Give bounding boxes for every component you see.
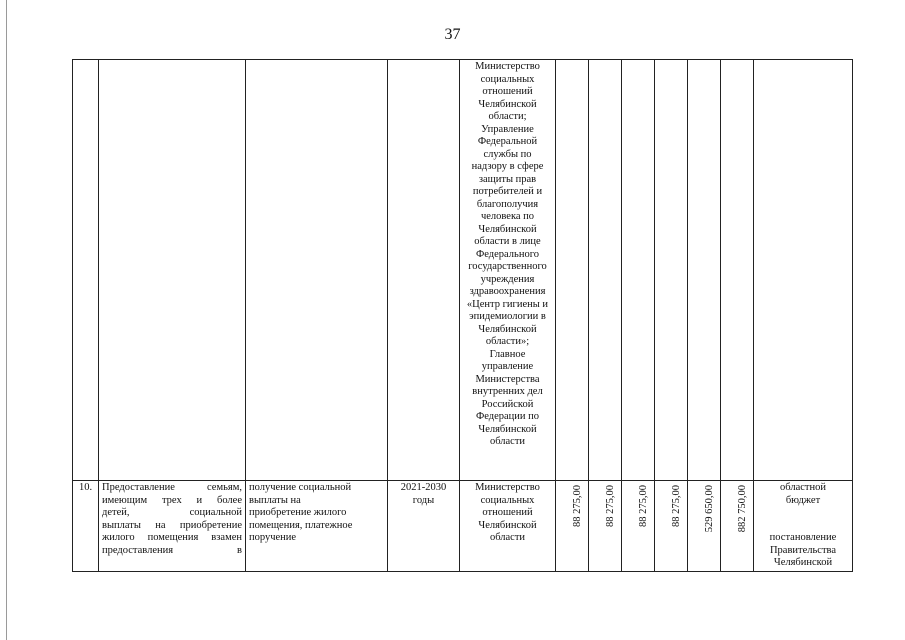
text-line: помещения, платежное (249, 519, 353, 531)
cell-period (388, 481, 460, 572)
text-line: области (489, 436, 526, 447)
cell-amount-2025-2030 (688, 481, 721, 572)
cell-result (246, 60, 388, 481)
text-line: Федеральной (477, 136, 538, 147)
program-activities-table (72, 59, 853, 572)
text-line: поручение (249, 532, 297, 543)
text-line: Челябинской (478, 223, 537, 235)
text-line: отношений (482, 86, 533, 97)
amount-value: 88 275,00 (605, 485, 616, 527)
cell-executors (460, 481, 556, 572)
page-number: 37 (444, 26, 461, 43)
text-line: жилого помещения взамен (102, 532, 242, 543)
text-line: Федерации по (475, 411, 540, 422)
text-line: Управление (481, 123, 534, 135)
text-line: здравоохранения (469, 286, 546, 297)
text-line: Челябинской (478, 423, 537, 435)
text-line: Министерство (475, 482, 540, 493)
text-line: надзору в сфере (471, 161, 544, 172)
cell-amount-2023 (622, 481, 655, 572)
text-line: области (489, 532, 526, 543)
text-line: эпидемиологии в (469, 311, 546, 322)
cell-number: 10. (73, 481, 99, 572)
text-line: учреждения (480, 273, 535, 285)
text-line: Челябинской (773, 557, 833, 568)
cell-amount-2022 (589, 481, 622, 572)
text-line: бюджет (785, 494, 821, 506)
cell-funding (754, 60, 853, 481)
cell-amount-empty (622, 60, 655, 481)
cell-amount-empty (589, 60, 622, 481)
amount-value: 88 275,00 (572, 485, 583, 527)
amount-value: 529 650,00 (704, 485, 715, 533)
text-line: детей, социальной (102, 507, 242, 518)
cell-result (246, 481, 388, 572)
text-line: отношений (482, 507, 533, 518)
text-line: области; (488, 111, 527, 122)
text-line: области в лице (474, 236, 541, 247)
text-line: областной (780, 482, 826, 493)
text-line: защиты прав (478, 173, 537, 185)
text-line: Главное (489, 348, 526, 360)
cell-amount-2024 (655, 481, 688, 572)
text-line: «Центр гигиены и (466, 298, 549, 310)
amount-value: 88 275,00 (671, 485, 682, 527)
text-line: предоставления в (102, 544, 242, 556)
text-line: Министерства (475, 373, 540, 385)
text-line: внутренних дел (472, 386, 543, 397)
cell-amount-2021 (556, 481, 589, 572)
text-line: 2021-2030 (400, 482, 447, 493)
cell-amount-empty (688, 60, 721, 481)
amount-value: 88 275,00 (638, 485, 649, 527)
text-line: потребителей и (472, 186, 543, 197)
table-row (73, 60, 853, 481)
cell-amount-empty (556, 60, 589, 481)
cell-amount-total (721, 481, 754, 572)
text-line: Российской (481, 398, 534, 410)
cell-description (99, 60, 246, 481)
cell-number (73, 60, 99, 481)
cell-amount-empty (655, 60, 688, 481)
text-line: человека по (480, 211, 535, 222)
cell-description (99, 481, 246, 572)
cell-executors (460, 60, 556, 481)
text-line: управление (481, 361, 534, 372)
text-line: службы по (483, 148, 532, 160)
text-line: приобретение жилого (249, 507, 347, 518)
spacer (757, 507, 849, 532)
text-line: Правительства (769, 544, 837, 556)
table-row (73, 481, 853, 572)
text-line: социальных (480, 73, 535, 85)
text-line: Федерального (475, 248, 539, 260)
executors-list (463, 61, 552, 449)
cell-funding (754, 481, 853, 572)
text-line: государственного (468, 261, 547, 272)
text-line: Челябинской (478, 519, 537, 531)
text-line: области»; (485, 336, 530, 347)
text-line: выплаты на приобретение (102, 519, 242, 531)
cell-amount-empty (721, 60, 754, 481)
text-line: Предоставление семьям, (102, 482, 242, 493)
text-line: социальных (480, 494, 535, 506)
text-line: постановление (769, 532, 837, 543)
amount-value: 882 750,00 (737, 485, 748, 533)
page-left-margin-line (6, 0, 7, 640)
cell-period (388, 60, 460, 481)
text-line: Челябинской (478, 98, 537, 110)
text-line: годы (412, 494, 435, 506)
text-line: Министерство (475, 61, 540, 72)
text-line: получение социальной (249, 482, 352, 493)
text-line: имеющим трех и более (102, 494, 242, 506)
text-line: Челябинской (478, 323, 537, 335)
text-line: благополучия (476, 198, 539, 210)
text-line: выплаты на (249, 494, 301, 506)
